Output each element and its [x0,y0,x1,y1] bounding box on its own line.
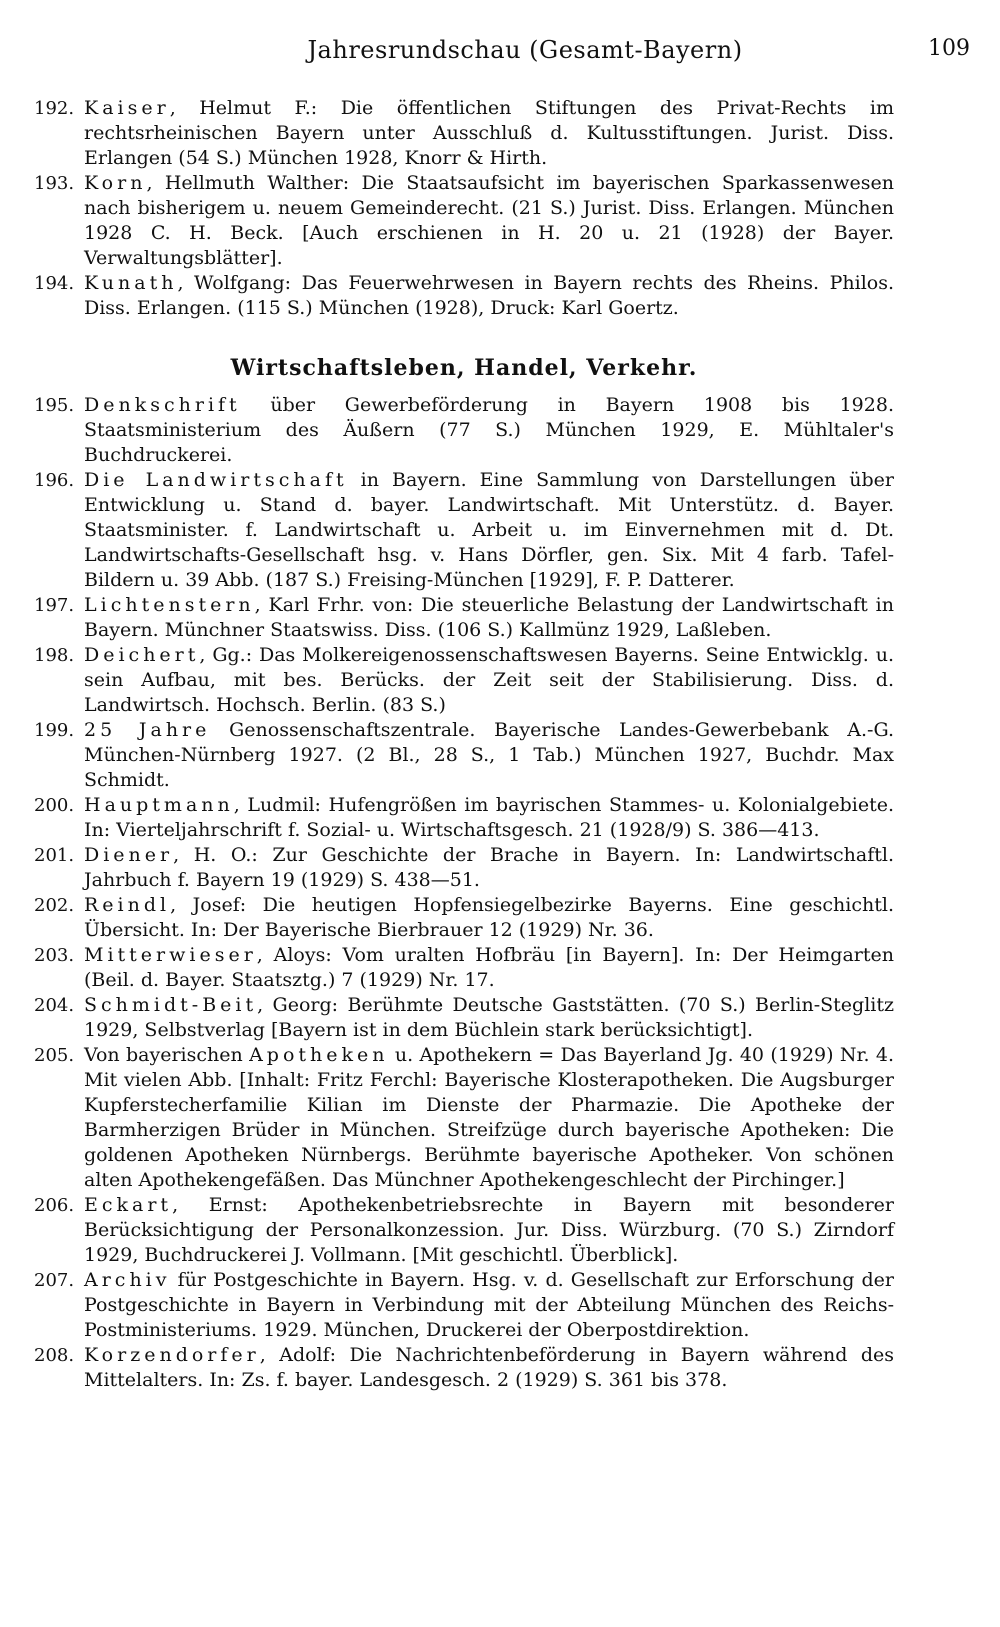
entry-number: 198. [34,645,75,666]
bibliography-entry [34,171,894,271]
entry-text: , Josef: Die heutigen Hopfensiegelbezirke Bayerns. Eine geschichtl. Übersicht. In: Der Bayerische Bierbrauer 12 (1929) Nr. 36. [84,894,894,941]
bibliography-entry [34,1268,894,1343]
entry-keyword: Kunath [84,272,178,294]
entry-number: 195. [34,395,75,416]
entry-keyword: Mitterwieser [84,944,257,966]
bibliography-entry [34,96,894,171]
entry-keyword: Deichert [84,644,200,666]
entry-keyword: Apotheken [249,1044,389,1066]
page-number: 109 [928,36,970,61]
entry-keyword: Korn [84,172,147,194]
entry-number: 208. [34,1345,75,1366]
entry-text: , Aloys: Vom uralten Hofbräu [in Bayern]. In: Der Heimgarten (Beil. d. Bayer. Staatsztg.) 7 (1929) Nr. 17. [84,944,894,991]
entry-text: , Hellmuth Walther: Die Staatsaufsicht im bayerischen Sparkassenwesen nach bisherigem u. neuem Gemeinderecht. (21 S.) Jurist. Diss. Erlangen. München 1928 C. H. Beck. [Auch erschienen in H. 20 u. 21 (1928) der Bayer. Verwaltungsblätter]. [84,172,894,269]
bibliography-entry [34,643,894,718]
bibliography-entry [34,943,894,993]
entry-text: u. Apothekern = Das Bayerland Jg. 40 (1929) Nr. 4. Mit vielen Abb. [Inhalt: Fritz Ferchl: Bayerische Klosterapotheken. Die Augsburger Kupferstecherfamilie Kilian im Dienste der Pharmazie. Die Apotheke der Barmherzigen Brüder in München. Streifzüge durch bayerische Apotheken: Die goldenen Apotheken Nürnbergs. Berühmte bayerische Apotheker. Von schönen alten Apothekengefäßen. Das Münchner Apothekengeschlecht der Pirchinger.] [84,1044,894,1191]
entry-number: 200. [34,795,75,816]
entry-number: 206. [34,1195,75,1216]
bibliography-entry [34,1193,894,1268]
bibliography-entry [34,843,894,893]
bibliography-entry [34,468,894,593]
entry-number: 207. [34,1270,75,1291]
entry-number: 199. [34,720,75,741]
entry-number: 205. [34,1045,75,1066]
entry-keyword: Kaiser [84,97,170,119]
entry-number: 196. [34,470,75,491]
entry-number: 203. [34,945,75,966]
entry-keyword: Lichtenstern [84,594,255,616]
entry-keyword: Die Landwirtschaft [84,469,348,491]
bibliography-entry [34,718,894,793]
bibliography-entry [34,993,894,1043]
entries-top [34,96,894,1393]
entry-number: 193. [34,173,75,194]
bibliography-entry [34,271,894,321]
entry-number: 202. [34,895,75,916]
entry-text: über Gewerbeförderung in Bayern 1908 bis 1928. Staatsministerium des Äußern (77 S.) München 1929, E. Mühltaler's Buchdruckerei. [84,394,894,466]
entry-text: , Adolf: Die Nachrichtenbeförderung in Bayern während des Mittelalters. In: Zs. f. bayer. Landesgesch. 2 (1929) S. 361 bis 378. [84,1344,894,1391]
section-heading: Wirtschaftsleben, Handel, Verkehr. [230,355,698,381]
page-header [80,36,970,76]
entry-text: für Postgeschichte in Bayern. Hsg. v. d. Gesellschaft zur Erforschung der Postgeschichte in Bayern in Verbindung mit der Abteilung München des Reichs-Postministeriums. 1929. München, Druckerei der Oberpostdirektion. [84,1269,894,1341]
entry-text: in Bayern. Eine Sammlung von Darstellungen über Entwicklung u. Stand d. bayer. Landwirtschaft. Mit Unterstütz. d. Bayer. Staatsminister. f. Landwirtschaft u. Arbeit u. im Einvernehmen mit d. Dt. Landwirtschafts-Gesellschaft hsg. v. Hans Dörfler, gen. Six. Mit 4 farb. Tafel-Bildern u. 39 Abb. (187 S.) Freising-München [1929], F. P. Datterer. [84,469,894,591]
bibliography-entry [34,893,894,943]
entry-keyword: Archiv [84,1269,171,1291]
entry-number: 204. [34,995,75,1016]
entry-text: , Ludmil: Hufengrößen im bayrischen Stammes- u. Kolonialgebiete. In: Vierteljahrschrift f. Sozial- u. Wirtschaftsgesch. 21 (1928/9) S. 386—413. [84,794,894,841]
bibliography-entry [34,1043,894,1193]
entry-keyword: Denkschrift [84,394,241,416]
entry-number: 197. [34,595,75,616]
entry-text: , Gg.: Das Molkereigenossenschaftswesen Bayerns. Seine Entwicklg. u. sein Aufbau, mit bes. Berücks. der Zeit seit der Stabilisierung. Diss. d. Landwirtsch. Hochsch. Berlin. (83 S.) [84,644,894,716]
entry-text: , H. O.: Zur Geschichte der Brache in Bayern. In: Landwirtschaftl. Jahrbuch f. Bayern 19 (1929) S. 438—51. [84,844,894,891]
entry-text: , Karl Frhr. von: Die steuerliche Belastung der Landwirtschaft in Bayern. Münchner Staatswiss. Diss. (106 S.) Kallmünz 1929, Laßleben. [84,594,894,641]
entry-text: Genossenschaftszentrale. Bayerische Landes-Gewerbebank A.-G. München-Nürnberg 1927. (2 Bl., 28 S., 1 Tab.) München 1927, Buchdr. Max Schmidt. [84,719,894,791]
entry-keyword: Eckart [84,1194,173,1216]
bibliography-entry [34,793,894,843]
entry-keyword: Schmidt-Beit [84,994,258,1016]
bibliography-entry [34,393,894,468]
running-head: Jahresrundschau (Gesamt-Bayern) [307,36,743,64]
entry-text: , Wolfgang: Das Feuerwehrwesen in Bayern rechts des Rheins. Philos. Diss. Erlangen. (115 S.) München (1928), Druck: Karl Goertz. [84,272,894,319]
entry-text: , Ernst: Apothekenbetriebsrechte in Bayern mit besonderer Berücksichtigung der Personalkonzession. Jur. Diss. Würzburg. (70 S.) Zirndorf 1929, Buchdruckerei J. Vollmann. [Mit geschichtl. Überblick]. [84,1194,894,1266]
entry-keyword: 25 Jahre [84,719,211,741]
entry-prefix: Von bayerischen [84,1044,250,1066]
entry-keyword: Korzendorfer [84,1344,260,1366]
entry-keyword: Diener [84,844,174,866]
entry-text: , Georg: Berühmte Deutsche Gaststätten. (70 S.) Berlin-Steglitz 1929, Selbstverlag [Bayern ist in dem Büchlein stark berücksichtigt]. [84,994,894,1041]
entry-text: , Helmut F.: Die öffentlichen Stiftungen des Privat-Rechts im rechtsrheinischen Bayern unter Ausschluß d. Kultusstiftungen. Jurist. Diss. Erlangen (54 S.) München 1928, Knorr & Hirth. [84,97,894,169]
bibliography-entry [34,1343,894,1393]
entry-number: 194. [34,273,75,294]
entry-number: 192. [34,98,75,119]
entry-keyword: Reindl [84,894,171,916]
bibliography-entry [34,593,894,643]
entry-keyword: Hauptmann [84,794,234,816]
entry-number: 201. [34,845,75,866]
